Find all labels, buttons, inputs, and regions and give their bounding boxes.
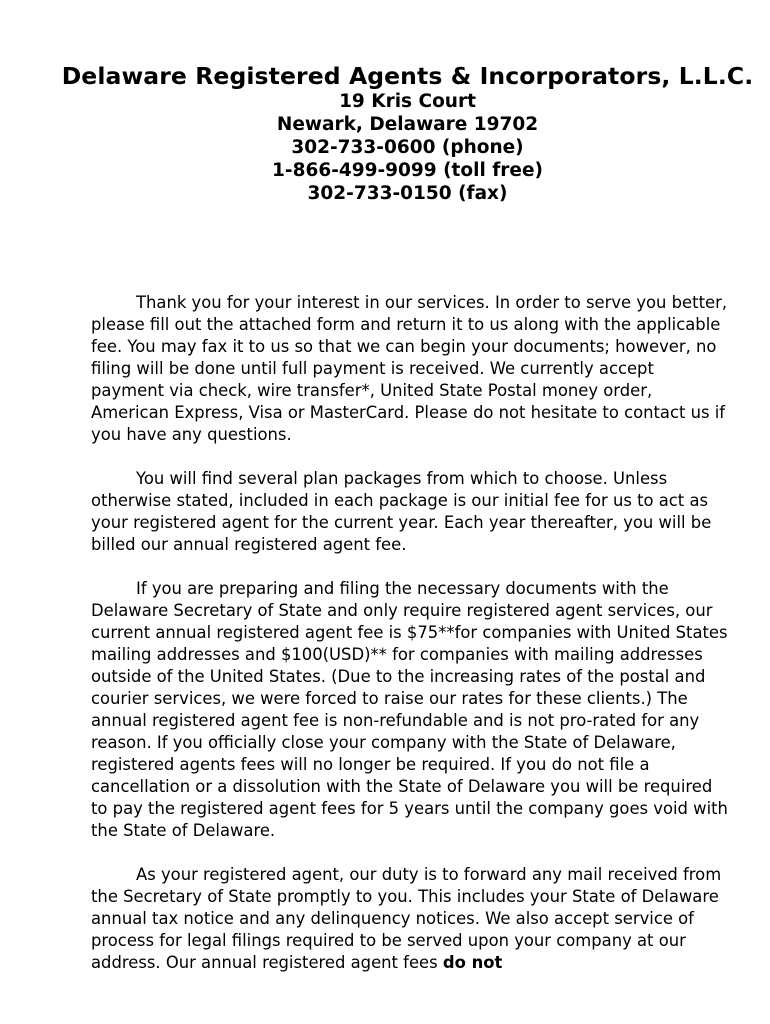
fax-number: 302-733-0150 (fax) (307, 183, 508, 204)
phone-number: 302-733-0600 (phone) (291, 137, 524, 158)
paragraph-agent-duty-text: As your registered agent, our duty is to forward any mail received from the Secretary of State promptly to you. This includes your State of Delaware annual tax notice and any delinquency notices. We also accept service of process for legal filings required to be served upon your company at our address. Our annual registered agent fees (91, 865, 722, 972)
paragraph-plan-packages: You will find several plan packages from which to choose. Unless otherwise stated, included in each package is our initial fee for us to act as your registered agent for the current year. Each year thereafter, you will be billed our annual registered agent fee. (91, 469, 712, 554)
toll-free-number: 1-866-499-9099 (toll free) (272, 160, 543, 181)
paragraph-intro: Thank you for your interest in our services. In order to serve you better, please fill out the attached form and return it to us along with the applicable fee. You may fax it to us so that we can begin your documents; however, no filing will be done until full payment is received. We currently accept payment via check, wire transfer*, United State Postal money order, American Express, Visa or MasterCard. Please do not hesitate to contact us if you have any questions. (91, 293, 728, 444)
company-name: Delaware Registered Agents & Incorporators, L.L.C. (61, 62, 754, 90)
street-address: 19 Kris Court (339, 91, 476, 112)
paragraph-agent-duty-emphasis: do not (442, 953, 503, 972)
letterhead (60, 62, 755, 205)
paragraph-agent-duty (91, 864, 731, 974)
paragraph-agent-fee: If you are preparing and filing the necessary documents with the Delaware Secretary of State and only require registered agent services, our current annual registered agent fee is $75**for companies with United States mailing addresses and $100(USD)** for companies with mailing addresses outside of the United States. (Due to the increasing rates of the postal and courier services, we were forced to raise our rates for these clients.) The annual registered agent fee is non-refundable and is not pro-rated for any reason. If you officially close your company with the State of Delaware, registered agents fees will no longer be required. If you do not file a cancellation or a dissolution with the State of Delaware you will be required to pay the registered agent fees for 5 years until the company goes void with the State of Delaware. (91, 579, 728, 840)
letter-body (91, 292, 731, 996)
city-state-zip: Newark, Delaware 19702 (276, 114, 539, 135)
